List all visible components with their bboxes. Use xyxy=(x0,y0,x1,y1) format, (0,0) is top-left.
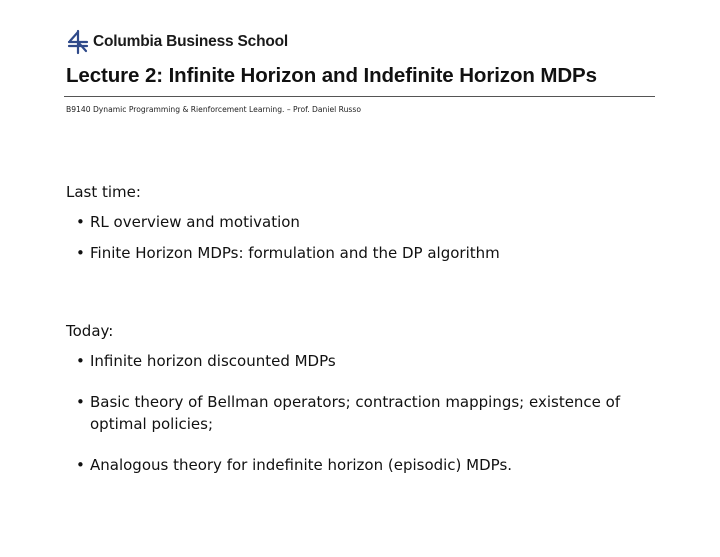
bullet-icon: • xyxy=(76,213,85,231)
title-divider xyxy=(64,96,655,97)
today-list xyxy=(66,350,650,476)
list-item xyxy=(66,454,650,476)
bullet-icon: • xyxy=(76,456,85,474)
list-item-text: Infinite horizon discounted MDPs xyxy=(90,352,336,370)
list-item xyxy=(66,211,500,233)
list-item xyxy=(66,391,650,435)
last-time-section xyxy=(66,181,500,273)
last-time-heading: Last time: xyxy=(66,183,141,201)
bullet-icon: • xyxy=(76,244,85,262)
list-item-text: Analogous theory for indefinite horizon (episodic) MDPs. xyxy=(90,456,513,474)
list-item-text: Basic theory of Bellman operators; contraction mappings; existence of optimal policies; xyxy=(90,393,621,433)
list-item-text: Finite Horizon MDPs: formulation and the DP algorithm xyxy=(90,244,500,262)
today-section xyxy=(66,320,650,495)
list-item xyxy=(66,242,500,264)
page-title: Lecture 2: Infinite Horizon and Indefinite Horizon MDPs xyxy=(66,64,597,87)
course-subtitle: B9140 Dynamic Programming & Rienforcement Learning. – Prof. Daniel Russo xyxy=(66,105,361,114)
columbia-crown-icon xyxy=(66,29,90,55)
today-heading: Today: xyxy=(66,322,114,340)
logo-text: Columbia Business School xyxy=(93,33,289,50)
list-item xyxy=(66,350,650,372)
logo xyxy=(66,29,288,55)
bullet-icon: • xyxy=(76,352,85,370)
list-item-text: RL overview and motivation xyxy=(90,213,300,231)
bullet-icon: • xyxy=(76,393,85,411)
last-time-list xyxy=(66,211,500,264)
